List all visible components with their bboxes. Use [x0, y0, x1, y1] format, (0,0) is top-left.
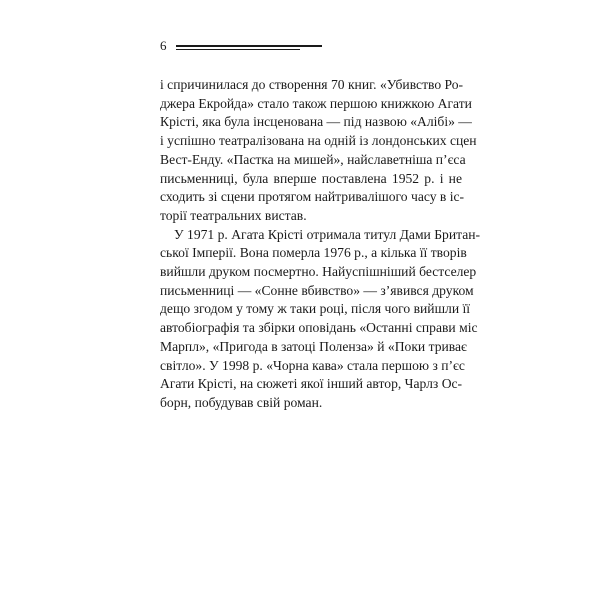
- paragraph-2: [160, 226, 481, 413]
- text-line: автобіографія та збірки оповідань «Останні справи міс: [160, 320, 478, 336]
- text-line: письменниці, була вперше поставлена 1952 р. і не: [160, 170, 462, 186]
- text-line: борн, побудував свій роман.: [160, 394, 323, 410]
- text-line: і успішно театралізована на одній із лондонських сцен: [160, 133, 477, 149]
- header-rule: [176, 45, 322, 51]
- header-rule-thin: [176, 49, 300, 50]
- text-line: Крісті, яка була інсценована — під назвою «Алібі» —: [160, 114, 472, 130]
- text-line: і спричинилася до створення 70 книг. «Убивство Ро-: [160, 77, 464, 92]
- page-number: 6: [160, 38, 167, 53]
- text-line: У 1971 р. Агата Крісті отримала титул Дами Британ-: [174, 226, 481, 242]
- text-line: Марпл», «Пригода в затоці Поленза» й «Поки триває: [160, 338, 467, 354]
- text-line: торії театральних вистав.: [160, 207, 307, 223]
- text-line: світло». У 1998 р. «Чорна кава» стала першою з п’єс: [160, 357, 465, 373]
- text-line: вийшли друком посмертно. Найуспішніший бестселер: [160, 264, 477, 280]
- text-line: Вест-Енду. «Пастка на мишей», найславетніша п’єса: [160, 151, 466, 167]
- text-line: письменниці — «Сонне вбивство» — з’явився друком: [160, 282, 474, 298]
- text-line: дещо згодом у тому ж таки році, після чого вийшли її: [160, 301, 471, 317]
- body-text: [160, 76, 481, 413]
- text-line: Агати Крісті, на сюжеті якої інший автор, Чарлз Ос-: [160, 376, 463, 392]
- text-line: сходить зі сцени протягом найтривалішого часу в іс-: [160, 189, 465, 205]
- text-line: ської Імперії. Вона померла 1976 р., а кілька її творів: [160, 245, 467, 261]
- paragraph-1: [160, 76, 477, 226]
- header-rule-thick: [176, 45, 322, 47]
- text-line: джера Екройда» стало також першою книжкою Агати: [160, 95, 472, 111]
